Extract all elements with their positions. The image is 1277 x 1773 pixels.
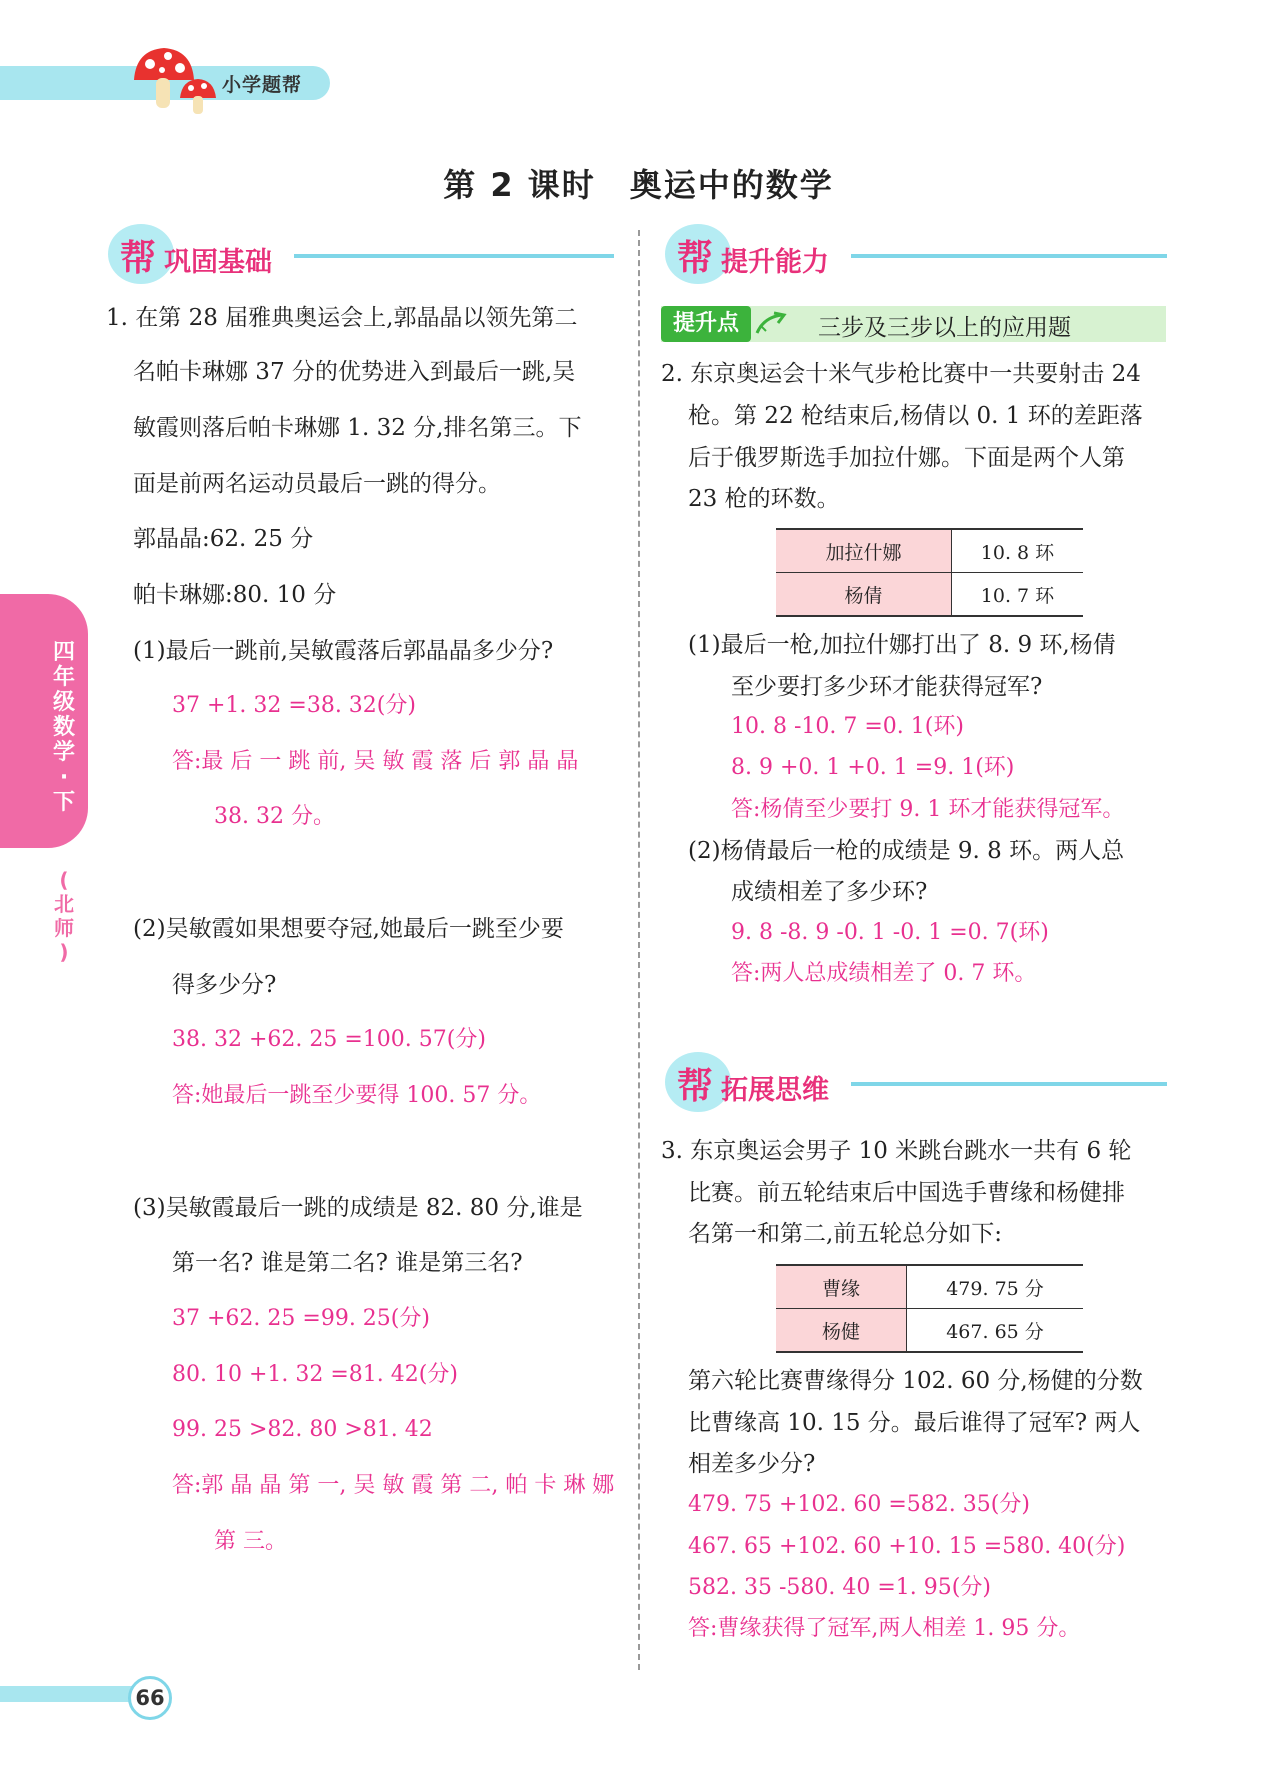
section-line	[851, 1082, 1167, 1086]
footer-band	[0, 1686, 140, 1702]
q2-p2-answer-1: 9. 8 -8. 9 -0. 1 -0. 1 =0. 7(环)	[731, 920, 1049, 945]
q1-p2-question-1: (2)吴敏霞如果想要夺冠,她最后一跳至少要	[133, 916, 564, 942]
table-name-cell: 杨健	[776, 1309, 907, 1353]
section-line	[294, 254, 614, 258]
q2-line-1: 2. 东京奥运会十米气步枪比赛中一共要射击 24	[661, 361, 1141, 387]
q2-p2-question-2: 成绩相差了多少环?	[731, 879, 928, 905]
section-basic-heading	[108, 224, 614, 284]
table-row	[776, 573, 1083, 617]
q2-p1-answer-2: 8. 9 +0. 1 +0. 1 =9. 1(环)	[731, 755, 1015, 780]
q1-p2-answer-2: 答:她最后一跳至少要得 100. 57 分。	[172, 1083, 542, 1108]
section-title: 拓展思维	[721, 1075, 829, 1106]
q1-p2-question-2: 得多少分?	[172, 972, 277, 998]
q1-p3-answer-3: 99. 25 >82. 80 >81. 42	[172, 1417, 433, 1442]
q1-line-1: 1. 在第 28 届雅典奥运会上,郭晶晶以领先第二	[106, 305, 578, 331]
q1-score-pa: 帕卡琳娜:80. 10 分	[133, 582, 337, 608]
q3-answer-3: 582. 35 -580. 40 =1. 95(分)	[688, 1575, 991, 1600]
q1-p3-answer-4: 答:郭 晶 晶 第 一, 吴 敏 霞 第 二, 帕 卡 琳 娜	[172, 1473, 615, 1498]
arrow-icon	[754, 311, 788, 337]
q2-score-table	[776, 528, 1083, 617]
table-row	[776, 1265, 1083, 1309]
q2-p1-question-2: 至少要打多少环才能获得冠军?	[731, 674, 1043, 700]
q2-line-2: 枪。第 22 枪结束后,杨倩以 0. 1 环的差距落	[688, 403, 1143, 429]
section-improve-heading	[665, 224, 1167, 284]
q1-p1-question: (1)最后一跳前,吴敏霞落后郭晶晶多少分?	[133, 638, 554, 664]
q3-answer-2: 467. 65 +102. 60 +10. 15 =580. 40(分)	[688, 1534, 1126, 1559]
q2-line-4: 23 枪的环数。	[688, 486, 840, 512]
tag-label: 提升点	[661, 306, 751, 342]
q3-line-6: 相差多少分?	[688, 1451, 816, 1477]
q3-line-4: 第六轮比赛曹缘得分 102. 60 分,杨健的分数	[688, 1368, 1143, 1394]
q2-p2-question-1: (2)杨倩最后一枪的成绩是 9. 8 环。两人总	[688, 838, 1125, 864]
q1-p3-question-1: (3)吴敏霞最后一跳的成绩是 82. 80 分,谁是	[133, 1195, 583, 1221]
section-mark: 帮	[677, 1066, 714, 1107]
page-number: 66	[128, 1676, 172, 1720]
q3-score-table	[776, 1264, 1083, 1353]
q1-p1-answer-3: 38. 32 分。	[214, 804, 335, 829]
q3-line-1: 3. 东京奥运会男子 10 米跳台跳水一共有 6 轮	[661, 1138, 1132, 1164]
q3-line-2: 比赛。前五轮结束后中国选手曹缘和杨健排	[688, 1180, 1125, 1206]
q3-answer-4: 答:曹缘获得了冠军,两人相差 1. 95 分。	[688, 1616, 1081, 1641]
brand-name: 小学题帮	[222, 74, 303, 96]
table-row	[776, 529, 1083, 573]
q1-p3-question-2: 第一名? 谁是第二名? 谁是第三名?	[172, 1250, 523, 1276]
q1-line-4: 面是前两名运动员最后一跳的得分。	[133, 471, 501, 497]
table-value-cell: 467. 65 分	[907, 1309, 1084, 1353]
table-value-cell: 10. 8 环	[952, 529, 1084, 573]
page-title: 第 2 课时 奥运中的数学	[443, 166, 834, 204]
q1-line-2: 名帕卡琳娜 37 分的优势进入到最后一跳,吴	[133, 359, 576, 385]
section-line	[851, 254, 1167, 258]
q1-score-guo: 郭晶晶:62. 25 分	[133, 526, 314, 552]
section-title: 提升能力	[721, 247, 829, 278]
q2-p1-question-1: (1)最后一枪,加拉什娜打出了 8. 9 环,杨倩	[688, 632, 1116, 658]
table-value-cell: 479. 75 分	[907, 1265, 1084, 1309]
table-name-cell: 杨倩	[776, 573, 952, 617]
section-title: 巩固基础	[164, 247, 272, 278]
table-row	[776, 1309, 1083, 1353]
q2-p1-answer-1: 10. 8 -10. 7 =0. 1(环)	[731, 714, 964, 739]
column-divider	[638, 230, 640, 1670]
q3-line-3: 名第一和第二,前五轮总分如下:	[688, 1221, 1003, 1247]
q1-p1-answer-2: 答:最 后 一 跳 前, 吴 敏 霞 落 后 郭 晶 晶	[172, 749, 579, 774]
q3-line-5: 比曹缘高 10. 15 分。最后谁得了冠军? 两人	[688, 1410, 1141, 1436]
q1-p2-answer-1: 38. 32 +62. 25 =100. 57(分)	[172, 1027, 486, 1052]
section-mark: 帮	[677, 238, 714, 279]
table-value-cell: 10. 7 环	[952, 573, 1084, 617]
side-grade-label: 四 年 级 数 学 · 下	[52, 640, 75, 815]
q1-p3-answer-1: 37 +62. 25 =99. 25(分)	[172, 1306, 430, 1331]
side-edition-label: ( 北 师 )	[54, 868, 74, 964]
q1-p3-answer-2: 80. 10 +1. 32 =81. 42(分)	[172, 1362, 458, 1387]
q1-p1-answer-1: 37 +1. 32 =38. 32(分)	[172, 693, 416, 718]
q2-p2-answer-2: 答:两人总成绩相差了 0. 7 环。	[731, 961, 1037, 986]
section-mark: 帮	[120, 238, 157, 279]
q1-p3-answer-5: 第 三。	[214, 1529, 287, 1554]
tag-text: 三步及三步以上的应用题	[818, 315, 1071, 341]
q3-answer-1: 479. 75 +102. 60 =582. 35(分)	[688, 1492, 1030, 1517]
mushroom-logo-icon	[128, 44, 224, 116]
q2-p1-answer-3: 答:杨倩至少要打 9. 1 环才能获得冠军。	[731, 797, 1125, 822]
table-name-cell: 加拉什娜	[776, 529, 952, 573]
table-name-cell: 曹缘	[776, 1265, 907, 1309]
q1-line-3: 敏霞则落后帕卡琳娜 1. 32 分,排名第三。下	[133, 415, 582, 441]
q2-line-3: 后于俄罗斯选手加拉什娜。下面是两个人第	[688, 445, 1125, 471]
